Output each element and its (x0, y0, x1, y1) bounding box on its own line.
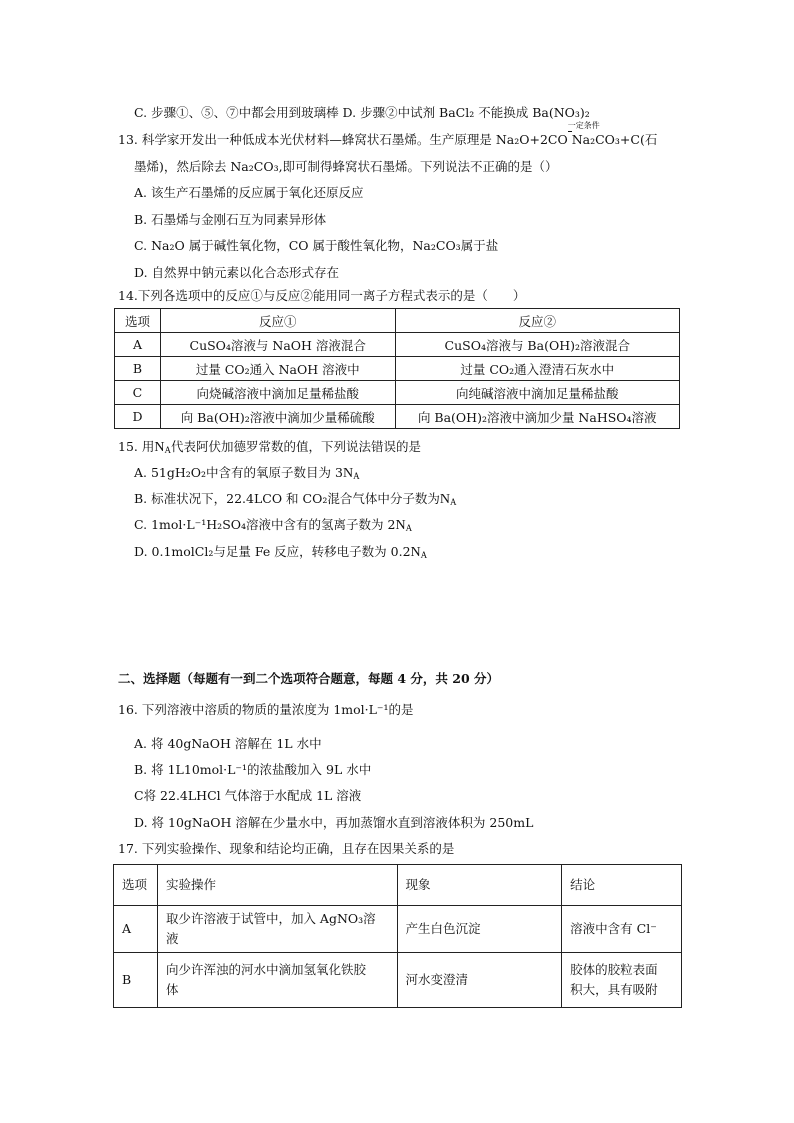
cell-line: 胶体的胶粒表面 (570, 962, 658, 977)
table-cell: CuSO₄溶液与 NaOH 溶液混合 (160, 333, 395, 357)
table-cell: 过量 CO₂通入澄清石灰水中 (395, 357, 679, 381)
table-cell: A (114, 906, 158, 953)
table-cell: 过量 CO₂通入 NaOH 溶液中 (160, 357, 395, 381)
q13-stem-a: 13. 科学家开发出一种低成本光伏材料—蜂窝状石墨烯。生产原理是 Na₂O+2CO (118, 132, 568, 147)
header-cell: 实验操作 (157, 865, 397, 906)
q13-option-b: B. 石墨烯与金刚石互为同素异形体 (134, 212, 327, 227)
table-cell: 溶液中含有 Cl⁻ (562, 906, 682, 953)
table-header-row (115, 309, 680, 333)
q14-table (114, 308, 680, 429)
cell-line: 液 (165, 931, 179, 946)
table-row (115, 357, 680, 381)
avogadro-symbol: $N_A$ (410, 545, 428, 560)
table-cell (562, 953, 682, 1008)
cell-line: 向少许浑浊的河水中滴加氢氧化铁胶 (165, 962, 366, 977)
q12-option-cd: C. 步骤①、⑤、⑦中都会用到玻璃棒 D. 步骤②中试剂 BaCl₂ 不能换成 Ba(NO₃)₂ (134, 105, 590, 120)
q14-stem: 14.下列各选项中的反应①与反应②能用同一离子方程式表示的是（ ） (118, 288, 526, 303)
avogadro-symbol: $N_A$ (439, 492, 457, 507)
table-cell: CuSO₄溶液与 Ba(OH)₂溶液混合 (395, 333, 679, 357)
q16-option-b: B. 将 1L10mol·L⁻¹的浓盐酸加入 9L 水中 (134, 762, 372, 777)
table-row (115, 333, 680, 357)
avogadro-symbol: $N_A$ (154, 440, 171, 455)
header-cell: 反应② (395, 309, 679, 333)
q17-table (113, 864, 682, 1008)
table-row (114, 906, 682, 953)
q16-option-c: C将 22.4LHCl 气体溶于水配成 1L 溶液 (134, 788, 362, 803)
header-cell: 选项 (114, 865, 158, 906)
table-row (115, 381, 680, 405)
table-cell: 产生白色沉淀 (397, 906, 562, 953)
table-cell: C (115, 381, 161, 405)
table-cell (157, 906, 397, 953)
table-cell: A (115, 333, 161, 357)
header-cell: 现象 (397, 865, 562, 906)
q15-option-c: C. 1mol·L⁻¹H₂SO₄溶液中含有的氢离子数为 $2N_A$ (134, 517, 413, 533)
q15-stem-pre: 15. 用 (118, 439, 155, 454)
cell-line: 体 (165, 982, 179, 997)
q17-stem: 17. 下列实验操作、现象和结论均正确，且存在因果关系的是 (118, 841, 455, 856)
q13-stem-line2: 墨烯)，然后除去 Na₂CO₃,即可制得蜂窝状石墨烯。下列说法不正确的是（） (134, 159, 558, 174)
q13-stem-line1 (118, 121, 658, 149)
cell-line: 积大，具有吸附 (570, 982, 658, 997)
table-cell: B (114, 953, 158, 1008)
q16-option-a: A. 将 40gNaOH 溶解在 1L 水中 (134, 736, 322, 751)
header-cell: 结论 (562, 865, 682, 906)
q13-option-d: D. 自然界中钠元素以化合态形式存在 (134, 265, 340, 280)
q13-option-c: C. Na₂O 属于碱性氧化物，CO 属于酸性氧化物，Na₂CO₃属于盐 (134, 238, 499, 253)
q13-option-a: A. 该生产石墨烯的反应属于氧化还原反应 (134, 185, 364, 200)
table-row (114, 953, 682, 1008)
avogadro-symbol: $N_A$ (342, 466, 360, 481)
q15-option-a: A. 51gH₂O₂中含有的氧原子数目为 $3N_A$ (134, 465, 360, 481)
cell-line: 取少许溶液于试管中，加入 AgNO₃溶 (165, 911, 376, 926)
q13-stem-b: Na₂CO₃+C(石 (571, 132, 658, 147)
table-cell: 向 Ba(OH)₂溶液中滴加少量稀硫酸 (160, 405, 395, 429)
q15-stem (118, 438, 421, 457)
table-cell: 河水变澄清 (397, 953, 562, 1008)
reaction-condition-label: 一定条件 (567, 121, 600, 130)
header-cell: 选项 (115, 309, 161, 333)
table-cell: 向纯碱溶液中滴加足量稀盐酸 (395, 381, 679, 405)
q15-option-b: B. 标准状况下，22.4LCO 和 CO₂混合气体中分子数为$N_A$ (134, 491, 457, 507)
table-cell (157, 953, 397, 1008)
q16-option-d: D. 将 10gNaOH 溶解在少量水中，再加蒸馏水直到溶液体积为 250mL (134, 815, 534, 830)
table-cell: B (115, 357, 161, 381)
reaction-condition-arrow (567, 121, 600, 149)
table-cell: 向烧碱溶液中滴加足量稀盐酸 (160, 381, 395, 405)
table-header-row (114, 865, 682, 906)
header-cell: 反应① (160, 309, 395, 333)
table-row (115, 405, 680, 429)
section-2-heading: 二、选择题（每题有一到二个选项符合题意，每题 4 分，共 20 分） (118, 671, 500, 686)
table-cell: 向 Ba(OH)₂溶液中滴加少量 NaHSO₄溶液 (395, 405, 679, 429)
q15-stem-post: 代表阿伏加德罗常数的值，下列说法错误的是 (170, 439, 421, 454)
table-cell: D (115, 405, 161, 429)
q15-option-d: D. 0.1molCl₂与足量 Fe 反应，转移电子数为 $0.2N_A$ (134, 544, 428, 560)
q16-stem: 16. 下列溶液中溶质的物质的量浓度为 1mol·L⁻¹的是 (118, 702, 414, 717)
avogadro-symbol: $N_A$ (395, 518, 413, 533)
